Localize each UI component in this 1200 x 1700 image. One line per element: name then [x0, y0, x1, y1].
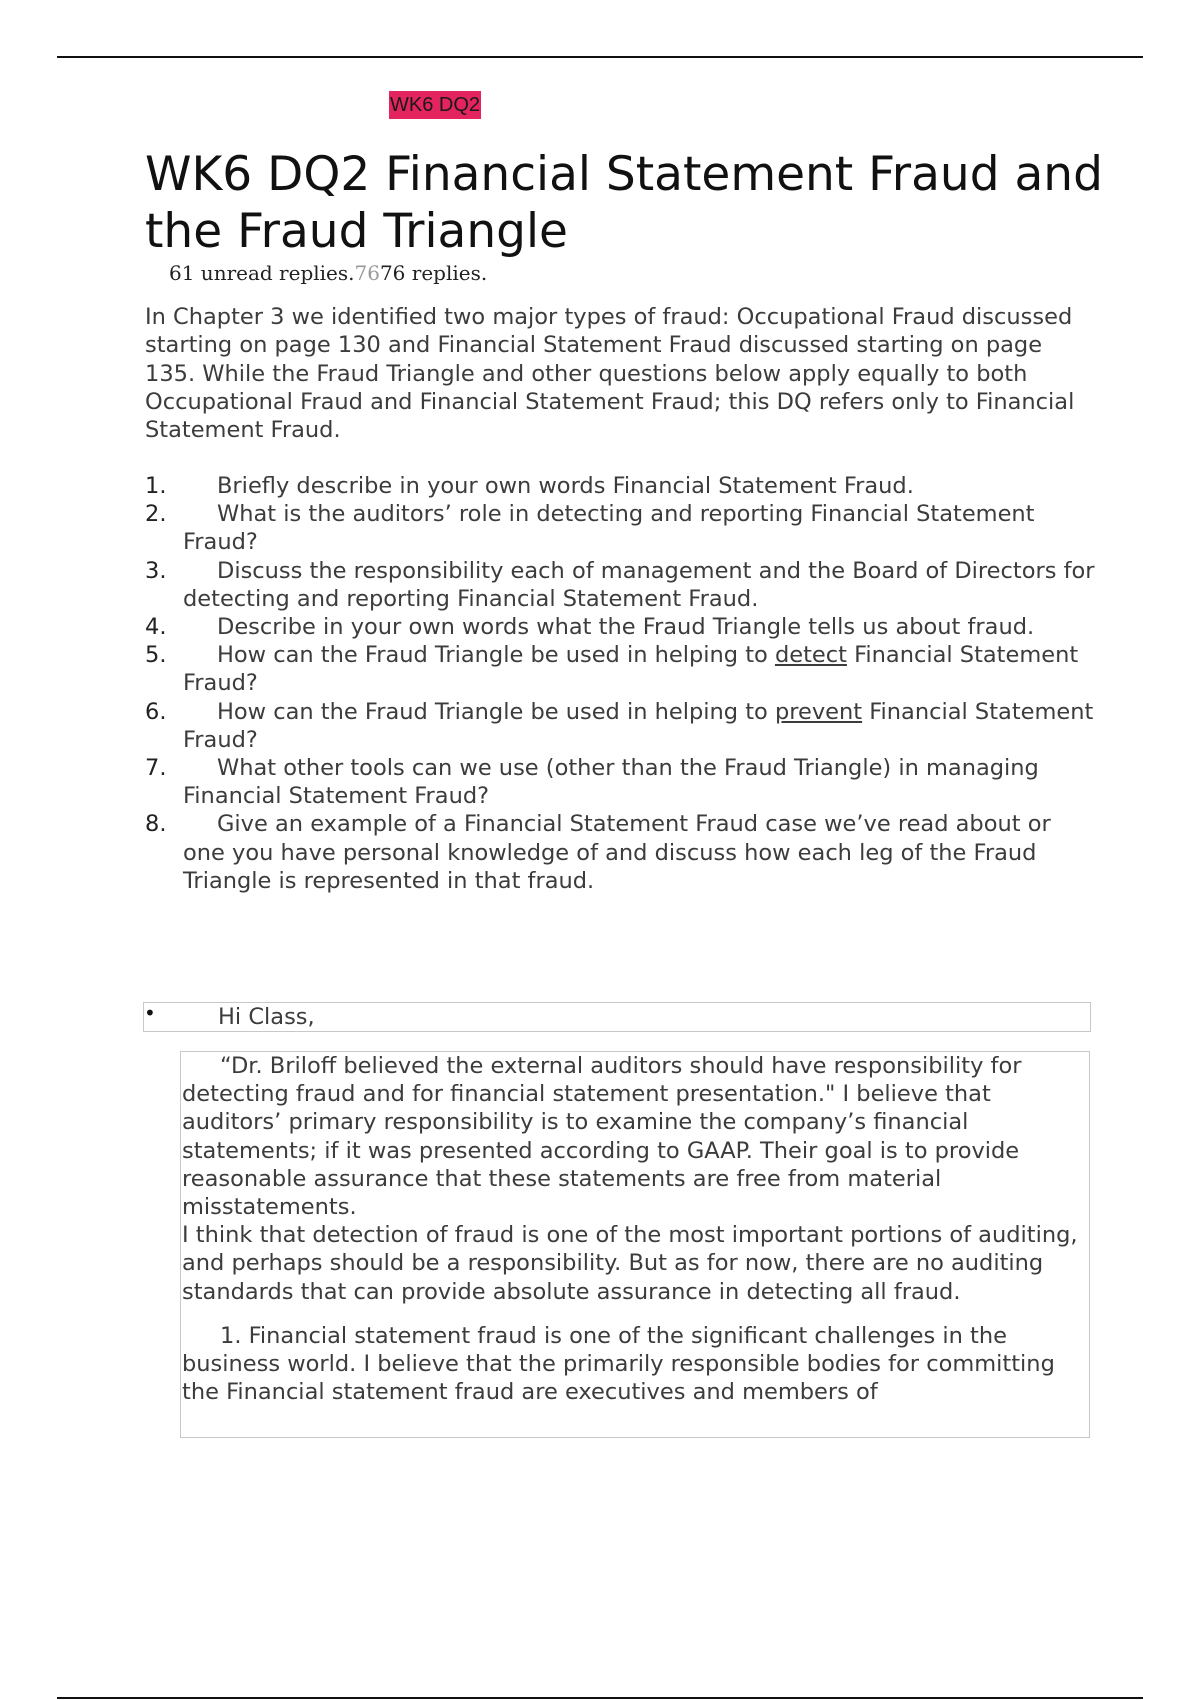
question-item [145, 557, 1095, 613]
question-text: Discuss the responsibility each of management and the Board of Directors for detecting and reporting Financial Statement Fraud. [183, 557, 1095, 612]
reply-count [169, 260, 487, 286]
page-title: WK6 DQ2 Financial Statement Fraud and the Fraud Triangle [145, 147, 1103, 259]
question-text: What is the auditors’ role in detecting and reporting Financial Statement Fraud? [183, 501, 1035, 556]
question-text: Briefly describe in your own words Financial Statement Fraud. [217, 473, 914, 499]
question-item [145, 613, 1095, 641]
reply-paragraph: “Dr. Briloff believed the external auditors should have responsibility for detecting fraud and for financial statement presentation." I believe that auditors’ primary responsibility is to examine the company’s financial statements; if it was presented according to GAAP. Their goal is to provide reasonable assurance that these statements are free from material misstatements. [182, 1053, 1022, 1221]
question-item [145, 641, 1095, 697]
reply-paragraph: I think that detection of fraud is one of the most important portions of auditing, and perhaps should be a responsibility. But as for now, there are no auditing standards that can provide absolute assurance in detecting all fraud. [182, 1222, 1078, 1305]
question-text: What other tools can we use (other than the Fraud Triangle) in managing Financial Statement Fraud? [183, 755, 1039, 810]
question-item [145, 500, 1095, 556]
question-item [145, 810, 1095, 895]
reply-header [143, 1002, 1091, 1032]
question-text-before: How can the Fraud Triangle be used in helping to [217, 642, 775, 669]
question-number: 6. [145, 698, 167, 725]
top-rule [57, 56, 1143, 58]
reply-greeting: Hi Class, [218, 1004, 315, 1030]
question-text: Describe in your own words what the Fraud Triangle tells us about fraud. [217, 614, 1035, 641]
unread-badge: 76 [354, 261, 380, 285]
question-number: 1. [145, 473, 167, 499]
emphasis-prevent: prevent [774, 698, 863, 725]
question-number: 2. [145, 501, 167, 528]
intro-paragraph: In Chapter 3 we identified two major types of fraud: Occupational Fraud discussed starting on page 130 and Financial Statement Fraud discussed starting on page 135. While the Fraud Triangle and other questions below apply equally to both Occupational Fraud and Financial Statement Fraud; this DQ refers only to Financial Statement Fraud. [145, 304, 1075, 444]
bullet-icon: • [144, 1001, 156, 1025]
question-item [145, 698, 1095, 754]
question-text-before: How can the Fraud Triangle be used in helping to [217, 698, 775, 725]
total-replies: 76 replies. [379, 261, 488, 285]
question-item [145, 472, 1095, 500]
reply-paragraph: 1. Financial statement fraud is one of the significant challenges in the business world. I believe that the primarily responsible bodies for committing the Financial statement fraud are executives and members of [182, 1322, 1055, 1406]
emphasis-detect: detect [774, 642, 847, 669]
question-number: 7. [145, 755, 167, 782]
bottom-rule [57, 1697, 1143, 1699]
question-number: 8. [145, 811, 167, 838]
question-text: Give an example of a Financial Statement Fraud case we’ve read about or one you have personal knowledge of and discuss how each leg of the Fraud Triangle is represented in that fraud. [183, 811, 1051, 894]
question-number: 4. [145, 614, 167, 641]
question-number: 5. [145, 642, 167, 669]
unread-replies: 61 unread replies. [169, 261, 355, 285]
dq-tag: WK6 DQ2 [389, 91, 481, 119]
question-number: 3. [145, 557, 167, 584]
question-item [145, 754, 1095, 810]
question-list [145, 472, 1095, 895]
reply-body [180, 1051, 1090, 1438]
question-text-after: Financial Statement Fraud? [183, 642, 1079, 697]
question-text-after: Financial Statement Fraud? [183, 698, 1094, 753]
